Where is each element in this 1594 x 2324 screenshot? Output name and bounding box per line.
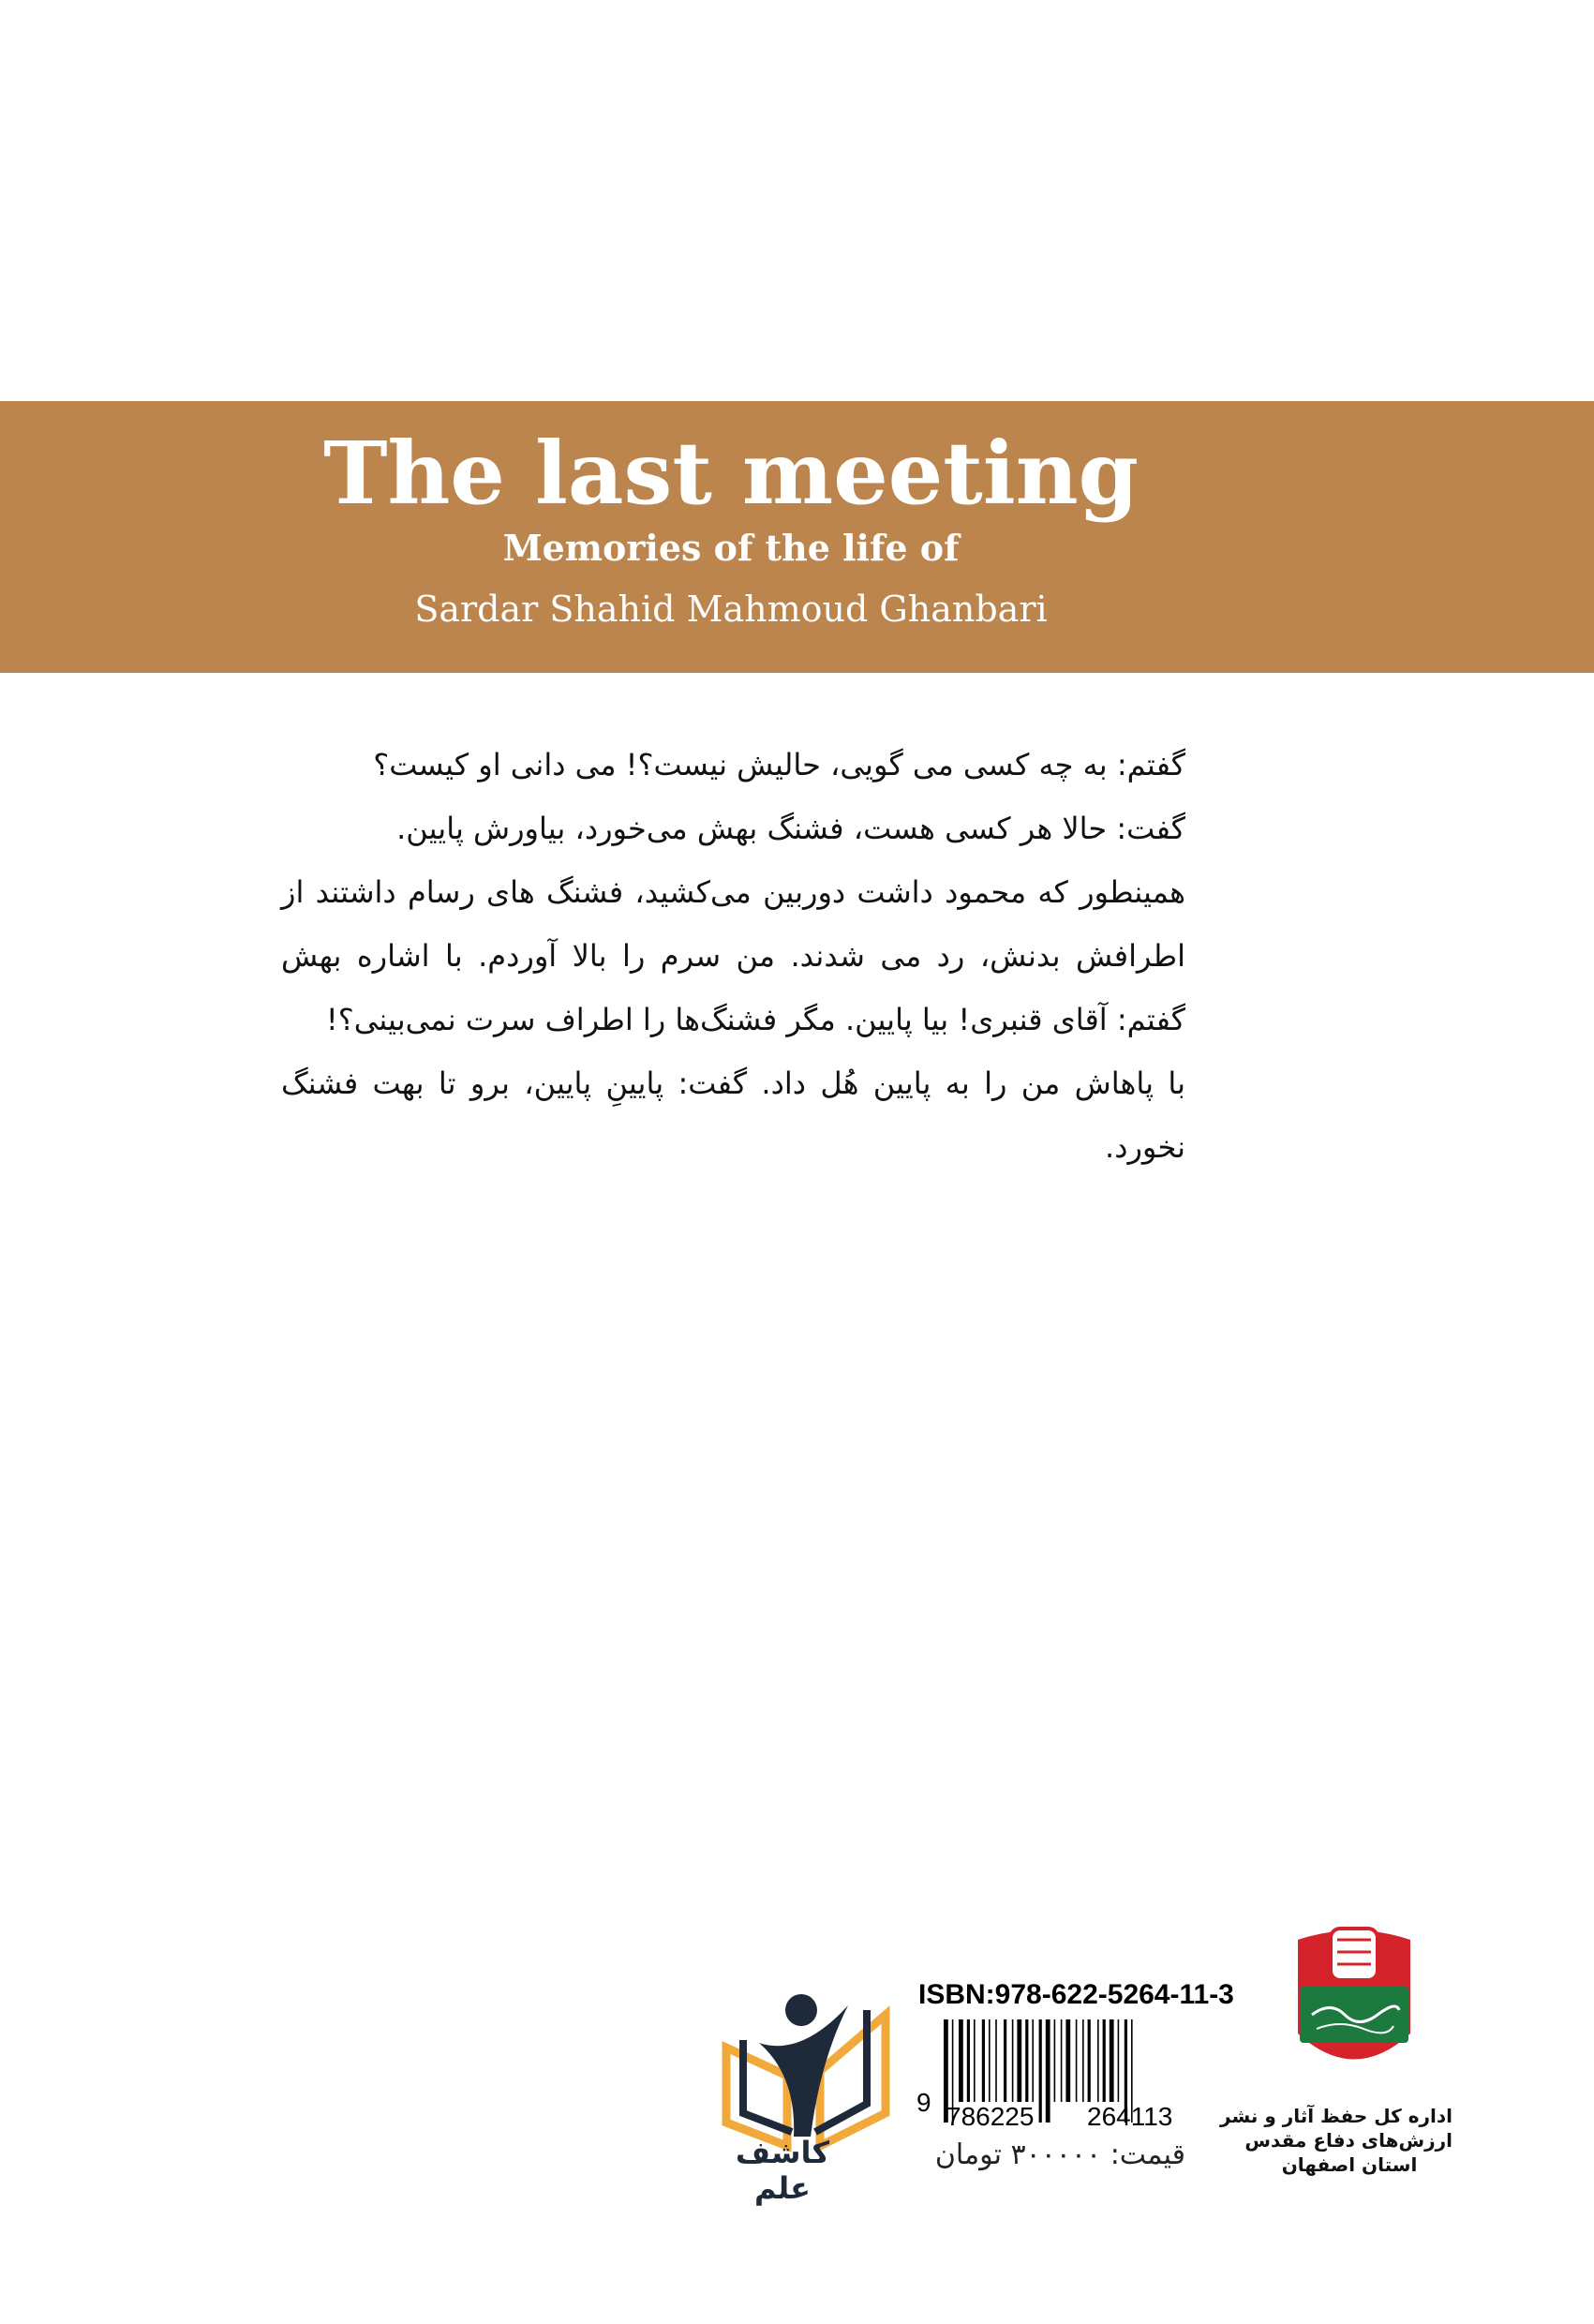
organization-name-line: ارزش‌های دفاع مقدس — [1244, 2129, 1452, 2152]
book-subtitle-line1: Memories of the life of — [502, 527, 960, 569]
organization-name — [1220, 2104, 1452, 2177]
barcode-digits-left: 786225 — [946, 2102, 1035, 2131]
barcode-bar — [1025, 2019, 1028, 2102]
isbn-label: ISBN:978-622-5264-11-3 — [918, 1979, 1234, 2010]
barcode-bar — [989, 2019, 991, 2102]
barcode-bar — [1012, 2019, 1014, 2102]
book-subtitle-line2: Sardar Shahid Mahmoud Ghanbari — [414, 588, 1048, 630]
excerpt-paragraph: همینطور که محمود داشت دوربین می‌کشید، فشنگ های رسام داشتند از اطرافش بدنش، رد می شدند. من سرم را بالا آوردم. با اشاره بهش گفتم: آقای قنبری! بیا پایین. مگر فشنگ‌ها را اطراف سرت نمی‌بینی؟! — [281, 874, 1185, 1037]
barcode-bar — [1065, 2019, 1070, 2102]
excerpt-paragraph: گفتم: به چه کسی می گویی، حالیش نیست؟! می دانی او کیست؟ — [373, 747, 1185, 782]
barcode-bar — [982, 2019, 985, 2102]
barcode-bar — [1004, 2019, 1006, 2102]
barcode-bar — [1046, 2019, 1050, 2123]
organization-name-line: اداره کل حفظ آثار و نشر — [1220, 2105, 1452, 2127]
barcode-bar — [1097, 2019, 1099, 2102]
publisher-name: کاشف علم — [735, 2135, 830, 2206]
excerpt-paragraph: گفت: حالا هر کسی هست، فشنگ بهش می‌خورد، بیاورش پایین. — [396, 811, 1185, 846]
barcode-bar — [974, 2019, 976, 2102]
barcode-bar — [1110, 2019, 1114, 2102]
excerpt-text — [281, 733, 1185, 1179]
barcode-bar — [1017, 2019, 1021, 2102]
barcode-bar — [1039, 2019, 1042, 2123]
barcode-bar — [959, 2019, 963, 2102]
barcode-bar — [967, 2019, 970, 2102]
barcode-bar — [1076, 2019, 1078, 2102]
barcode-bar — [1118, 2019, 1120, 2102]
barcode-bar — [1061, 2019, 1063, 2102]
barcode-bar — [995, 2019, 997, 2102]
barcode-bar — [1088, 2019, 1091, 2102]
barcode-lead-digit: 9 — [916, 2088, 931, 2117]
barcode-digits-right: 264113 — [1087, 2102, 1173, 2131]
organization-name-line: استان اصفهان — [1281, 2153, 1418, 2176]
barcode-bar — [1103, 2019, 1106, 2102]
excerpt-paragraph: با پاهاش من را به پایین هُل داد. گفت: پایینِ پایین، برو تا بهت فشنگ نخورد. — [281, 1065, 1185, 1165]
barcode-bar — [1032, 2019, 1034, 2102]
barcode-bar — [1082, 2019, 1084, 2102]
price-label: قیمت: ۳۰۰۰۰۰ تومان — [934, 2138, 1185, 2171]
barcode-bar — [1054, 2019, 1056, 2102]
book-title: The last meeting — [323, 423, 1139, 524]
organization-emblem-icon — [1289, 1921, 1420, 2085]
